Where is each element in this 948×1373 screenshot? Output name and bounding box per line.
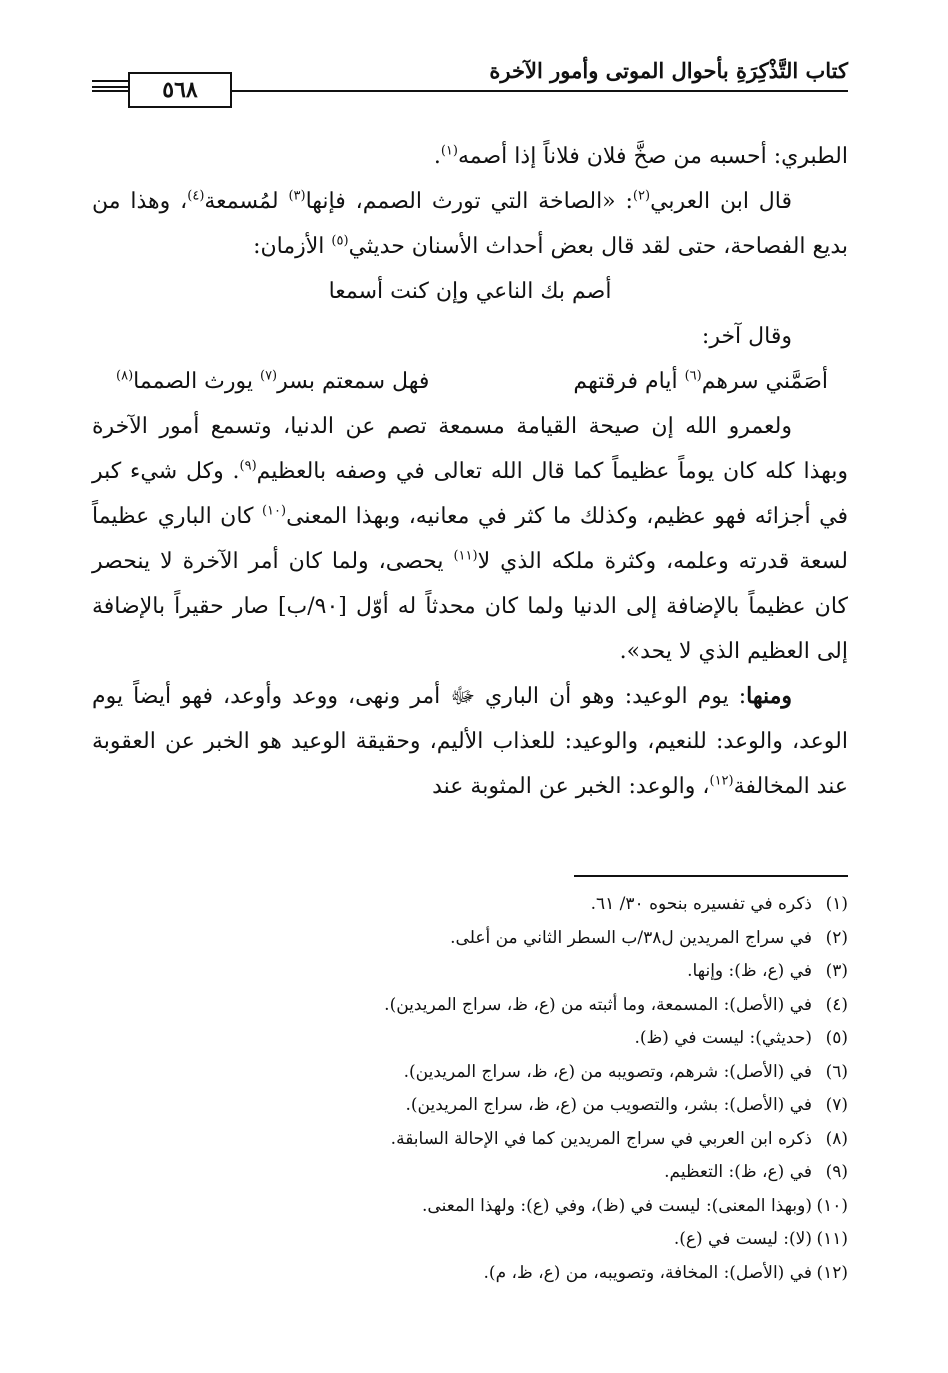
footnote-text: (وبهذا المعنى): ليست في (ظ)، وفي (ع): ولهذا المعنى. (422, 1195, 812, 1216)
verse-line: أصم بك الناعي وإن كنت أسمعا (328, 279, 612, 304)
footnote-ref: (٧) (259, 368, 278, 384)
footnote-number: (١١) (816, 1229, 848, 1249)
footnote-ref: (١٠) (261, 503, 287, 519)
footnote (92, 1123, 848, 1157)
main-text (92, 134, 848, 809)
footnote-text: في (الأصل): شرهم، وتصويبه من (ع، ظ، سراج المريدين). (403, 1061, 812, 1082)
book-title: كتاب التَّذْكِرَةِ بأحوال الموتى وأمور الآخرة (489, 58, 848, 83)
page-number: ٥٦٨ (128, 72, 232, 108)
paragraph: الطبري: أحسبه من صخَّ فلان فلاناً إذا أصمه$^{(١)}$. (433, 143, 848, 169)
footnote (92, 1190, 848, 1224)
footnote-number: (١٠) (816, 1195, 848, 1216)
footnote-ref: (٩) (239, 458, 257, 474)
verse-couplet (92, 359, 848, 404)
footnote-ref: (١٢) (709, 773, 734, 789)
footnote-number: (٧) (825, 1095, 848, 1115)
footnote (92, 922, 848, 956)
footnote-number: (٣) (825, 961, 848, 981)
footnote-text: في (ع، ظ): التعظيم. (664, 1162, 812, 1182)
verse-hemistich: أصَمَّني سرهم$^{(٦)}$ أيام فرقتهم (573, 368, 828, 394)
footnote-text: (لا): ليست في (ع). (673, 1229, 812, 1249)
footnote-ref: (٨) (116, 368, 134, 384)
footnote-number: (٦) (825, 1061, 848, 1082)
footnote-text: ذكره في تفسيره بنحوه ٣٠/ ٦١. (590, 894, 812, 914)
footnote-text: (حديثي): ليست في (ظ). (634, 1028, 812, 1048)
footnote (92, 1257, 848, 1291)
section-lead: ومنها (746, 683, 792, 709)
footnote (92, 1223, 848, 1257)
footnote-ref: (٣) (288, 188, 306, 204)
footnote (92, 1089, 848, 1123)
footnote-ref: (١) (440, 143, 458, 159)
footnote-number: (١٢) (816, 1262, 848, 1283)
paragraph: وقال آخر: (701, 324, 792, 349)
footnote-ref: (٤) (187, 188, 205, 204)
paragraph: ولعمرو الله إن صيحة القيامة مسمعة تصم عن الدنيا، وتسمع أمور الآخرة وبهذا كله كان يوماً عظيماً كما قال الله تعالى في وصفه بالعظيم$^{(٩)}$. وكل شيء كبر في أجزائه فهو عظيم، وكذلك ما كثر في معانيه، وبهذا المعنى$^{(١٠)}$ كان الباري عظيماً لسعة قدرته وعلمه، وكثرة ملكه الذي لا$^{(١١)}$ يحصى، ولما كان أمر الآخرة لا ينحصر كان عظيماً بالإضافة إلى الدنيا ولما كان محدثاً له أوّل [٩٠/ب] صار حقيراً بالإضافة إلى العظيم الذي لا يحد». (92, 414, 849, 664)
footnote-text: في (الأصل): المسمعة، وما أثبته من (ع، ظ، سراج المريدين). (384, 994, 812, 1015)
footnote (92, 1022, 848, 1056)
verse-hemistich: فهل سمعتم بسر$^{(٧)}$ يورث الصمما$^{(٨)}$ (116, 368, 430, 394)
footnote-number: (٨) (825, 1128, 848, 1149)
footnote-ref: (٢) (632, 188, 651, 204)
page-number-rule (92, 80, 128, 92)
footnote-separator (574, 875, 848, 877)
page-header (92, 50, 848, 114)
footnote (92, 955, 848, 989)
footnote-ref: (٥) (331, 233, 349, 249)
paragraph: قال ابن العربي$^{(٢)}$: «الصاخة التي تورث الصمم، فإنها$^{(٣)}$ لمُسمعة$^{(٤)}$، وهذا من بديع الفصاحة، حتى لقد قال بعض أحداث الأسنان حديثي$^{(٥)}$ الأزمان: (92, 188, 848, 259)
footnote-number: (٩) (825, 1162, 848, 1182)
footnote (92, 1056, 848, 1090)
footnote-number: (٢) (825, 927, 848, 948)
footnote-ref: (٦) (684, 368, 702, 384)
footnote-ref: (١١) (453, 548, 478, 564)
footnote-text: في (الأصل): بشر، والتصويب من (ع، ظ، سراج المريدين). (405, 1095, 812, 1115)
footnote (92, 989, 848, 1023)
footnotes (92, 888, 848, 1290)
footnote-number: (٤) (825, 994, 848, 1015)
footnote-number: (٥) (825, 1028, 848, 1048)
footnote-number: (١) (825, 894, 848, 914)
footnote-text: في (الأصل): المخافة، وتصويبه، من (ع، ظ، م). (483, 1262, 812, 1283)
footnote (92, 1156, 848, 1190)
footnote-text: ذكره ابن العربي في سراج المريدين كما في الإحالة السابقة. (390, 1128, 812, 1149)
footnote-text: في (ع، ظ): وإنها. (687, 961, 812, 981)
footnote (92, 888, 848, 922)
footnote-text: في سراج المريدين ل٣٨/ب السطر الثاني من أعلى. (450, 927, 812, 948)
paragraph: ومنها: يوم الوعيد: وهو أن الباري ﷻ أمر ونهى، ووعد وأوعد، فهو أيضاً يوم الوعد، والوعد: للنعيم، والوعيد: للعذاب الأليم، وحقيقة الوعيد هو الخبر عن العقوبة عند المخالفة$^{(١٢)}$، والوعد: الخبر عن المثوبة عند (92, 683, 848, 799)
